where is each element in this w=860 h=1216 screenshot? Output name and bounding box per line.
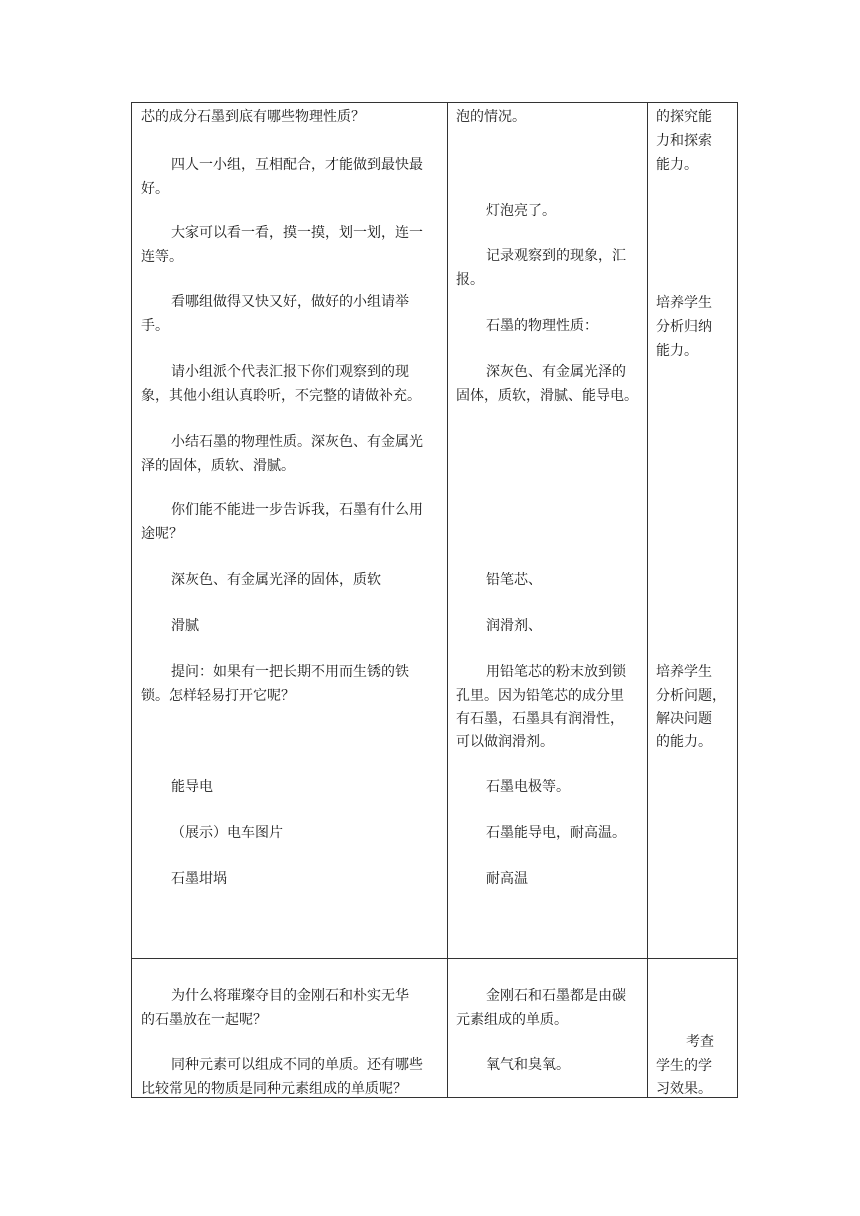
- r1c3-line: 的探究能: [656, 109, 712, 125]
- r1c2-line: 孔里。因为铅笔芯的成分里: [456, 688, 624, 704]
- r2c2-line: 元素组成的单质。: [456, 1012, 568, 1028]
- r1c1-line: （展示）电车图片: [171, 825, 283, 841]
- r1c2-line: 铅笔芯、: [486, 572, 542, 588]
- r1c1-line: 你们能不能进一步告诉我，石墨有什么用: [171, 502, 423, 518]
- r1c1-line: 滑腻: [171, 618, 199, 634]
- r2c2-line: 金刚石和石墨都是由碳: [486, 988, 626, 1004]
- r2c1-line: 为什么将璀璨夺目的金刚石和朴实无华: [171, 988, 409, 1004]
- r1c2-line: 可以做润滑剂。: [456, 734, 554, 750]
- row-divider: [132, 958, 737, 959]
- r1c1-line: 看哪组做得又快又好，做好的小组请举: [171, 294, 409, 310]
- r1c1-line: 四人一小组，互相配合，才能做到最快最: [171, 157, 423, 173]
- r1c1-line: 好。: [141, 181, 169, 197]
- r2c3-line: 考查: [686, 1034, 714, 1050]
- r2c1-line: 的石墨放在一起呢？: [141, 1012, 267, 1028]
- r1c2-line: 记录观察到的现象，汇: [486, 248, 626, 264]
- r1c1-line: 象，其他小组认真聆听，不完整的请做补充。: [141, 388, 421, 404]
- r2c1-line: 比较常见的物质是同种元素组成的单质呢？: [141, 1081, 407, 1097]
- r1c1-line: 手。: [141, 318, 169, 334]
- r1c3-line: 解决问题: [656, 711, 712, 727]
- r1c2-line: 灯泡亮了。: [486, 203, 556, 219]
- r1c1-line: 大家可以看一看，摸一摸，划一划，连一: [171, 225, 423, 241]
- r1c2-line: 深灰色、有金属光泽的: [486, 364, 626, 380]
- r1c3-line: 能力。: [656, 157, 698, 173]
- r1c1-line: 请小组派个代表汇报下你们观察到的现: [171, 364, 409, 380]
- r1c1-line: 泽的固体，质软、滑腻。: [141, 458, 295, 474]
- lesson-table: [131, 102, 738, 1098]
- r1c3-line: 能力。: [656, 343, 698, 359]
- r1c3-line: 的能力。: [656, 734, 712, 750]
- r1c1-line: 锁。怎样轻易打开它呢？: [141, 688, 295, 704]
- r2c2-line: 氧气和臭氧。: [486, 1057, 570, 1073]
- r1c1-line: 提问：如果有一把长期不用而生锈的铁: [171, 664, 409, 680]
- column-divider-2: [647, 103, 648, 1097]
- column-divider-1: [447, 103, 448, 1097]
- r1c1-line: 芯的成分石墨到底有哪些物理性质？: [141, 109, 365, 125]
- r1c3-line: 培养学生: [656, 664, 712, 680]
- r1c3-line: 分析归纳: [656, 319, 712, 335]
- r2c3-line: 学生的学: [656, 1058, 712, 1074]
- r1c2-line: 石墨的物理性质：: [486, 318, 598, 334]
- r1c2-line: 报。: [456, 272, 484, 288]
- r1c2-line: 石墨电极等。: [486, 779, 570, 795]
- r1c1-line: 小结石墨的物理性质。深灰色、有金属光: [171, 434, 423, 450]
- r1c3-line: 分析问题，: [656, 688, 726, 704]
- r1c1-line: 连等。: [141, 249, 183, 265]
- r2c1-line: 同种元素可以组成不同的单质。还有哪些: [171, 1057, 423, 1073]
- r1c2-line: 用铅笔芯的粉末放到锁: [486, 664, 626, 680]
- r1c2-line: 耐高温: [486, 871, 528, 887]
- r1c3-line: 力和探索: [656, 133, 712, 149]
- r1c2-line: 石墨能导电，耐高温。: [486, 825, 626, 841]
- r1c2-line: 固体，质软，滑腻、能导电。: [456, 388, 638, 404]
- r1c3-line: 培养学生: [656, 295, 712, 311]
- r1c1-line: 途呢？: [141, 526, 183, 542]
- r2c3-line: 习效果。: [656, 1081, 712, 1097]
- r1c2-line: 泡的情况。: [456, 109, 526, 125]
- r1c1-line: 能导电: [171, 779, 213, 795]
- r1c2-line: 润滑剂、: [486, 618, 542, 634]
- r1c2-line: 有石墨，石墨具有润滑性，: [456, 711, 624, 727]
- r1c1-line: 石墨坩埚: [171, 871, 227, 887]
- r1c1-line: 深灰色、有金属光泽的固体，质软: [171, 572, 381, 588]
